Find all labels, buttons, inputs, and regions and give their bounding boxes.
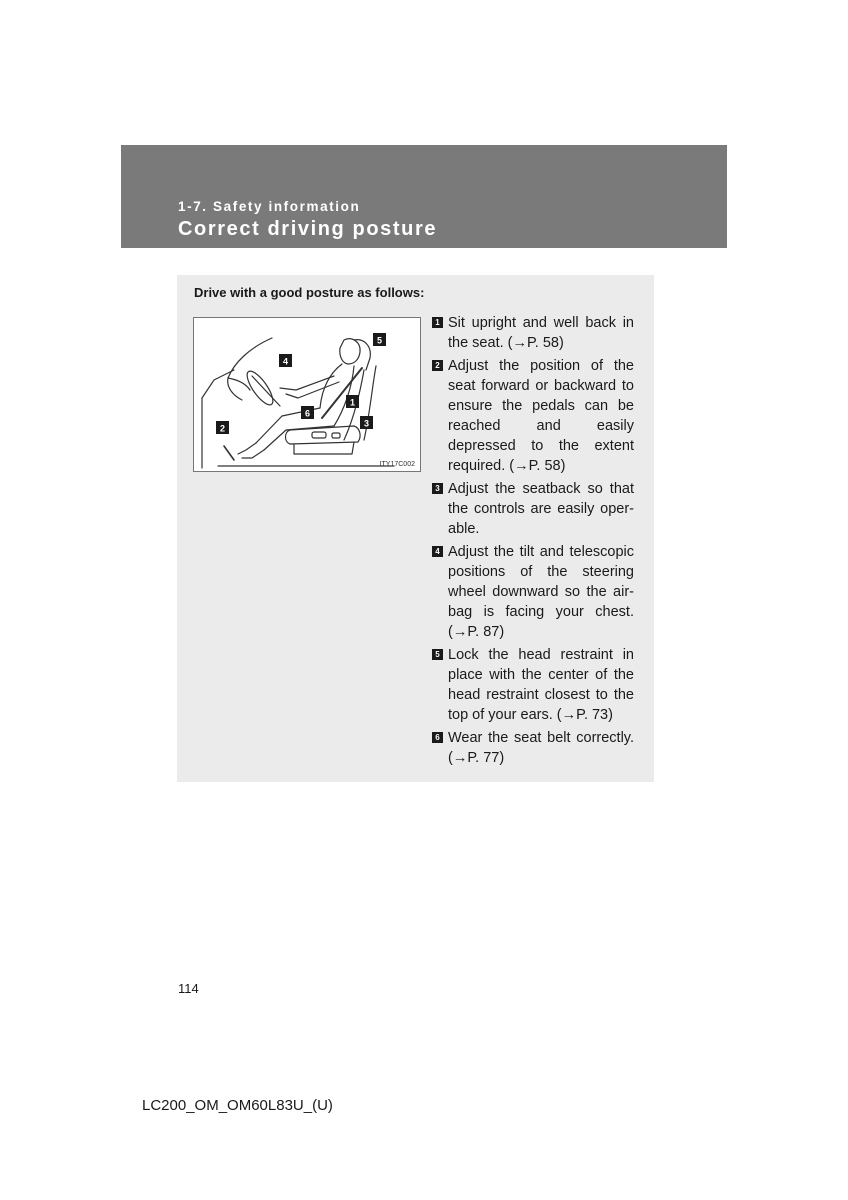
figure-code: ITY17C002 bbox=[379, 461, 415, 468]
callout-1 bbox=[346, 395, 359, 408]
intro-text: Drive with a good posture as follows: bbox=[194, 285, 425, 300]
step-number-badge: 6 bbox=[432, 732, 443, 743]
step-number-badge: 1 bbox=[432, 317, 443, 328]
section-header bbox=[121, 145, 727, 248]
svg-text:5: 5 bbox=[376, 335, 383, 346]
posture-drawing bbox=[194, 318, 420, 471]
step-item bbox=[432, 728, 634, 768]
callout-4 bbox=[279, 354, 292, 367]
callout-6 bbox=[301, 406, 314, 419]
step-item bbox=[432, 645, 634, 725]
section-label: 1-7. Safety information bbox=[178, 199, 361, 214]
driving-posture-illustration bbox=[193, 317, 421, 472]
svg-text:4: 4 bbox=[282, 356, 289, 367]
step-number-badge: 5 bbox=[432, 649, 443, 660]
svg-text:1: 1 bbox=[349, 397, 356, 408]
footer-document-code: LC200_OM_OM60L83U_(U) bbox=[142, 1097, 333, 1114]
step-item bbox=[432, 542, 634, 642]
page-number: 114 bbox=[178, 981, 199, 996]
step-text: Lock the head restraint in place with the center of the head restraint closest to the top of your ears. (→P. 73) bbox=[448, 647, 634, 723]
step-text: Adjust the tilt and telescopic positions of the steering wheel downward so the air-bag is facing your chest. (→P. 87) bbox=[448, 544, 634, 640]
posture-steps-list bbox=[432, 313, 634, 771]
svg-text:2: 2 bbox=[219, 423, 226, 434]
callout-2 bbox=[216, 421, 229, 434]
step-text: Adjust the position of the seat forward or backward to ensure the pedals can be reached and easily depressed to the extent required. (→P. 58) bbox=[448, 358, 634, 474]
content-panel bbox=[177, 275, 654, 782]
step-number-badge: 3 bbox=[432, 483, 443, 494]
callout-3 bbox=[360, 416, 373, 429]
step-number-badge: 4 bbox=[432, 546, 443, 557]
step-text: Sit upright and well back in the seat. (→P. 58) bbox=[448, 315, 634, 351]
step-text: Wear the seat belt correctly. (→P. 77) bbox=[448, 730, 634, 766]
step-item bbox=[432, 479, 634, 539]
step-number-badge: 2 bbox=[432, 360, 443, 371]
step-item bbox=[432, 356, 634, 476]
step-item bbox=[432, 313, 634, 353]
page-title: Correct driving posture bbox=[178, 218, 438, 240]
svg-text:6: 6 bbox=[304, 408, 311, 419]
step-text: Adjust the seatback so that the controls are easily oper-able. bbox=[448, 481, 634, 537]
svg-text:3: 3 bbox=[363, 418, 370, 429]
callout-5 bbox=[373, 333, 386, 346]
